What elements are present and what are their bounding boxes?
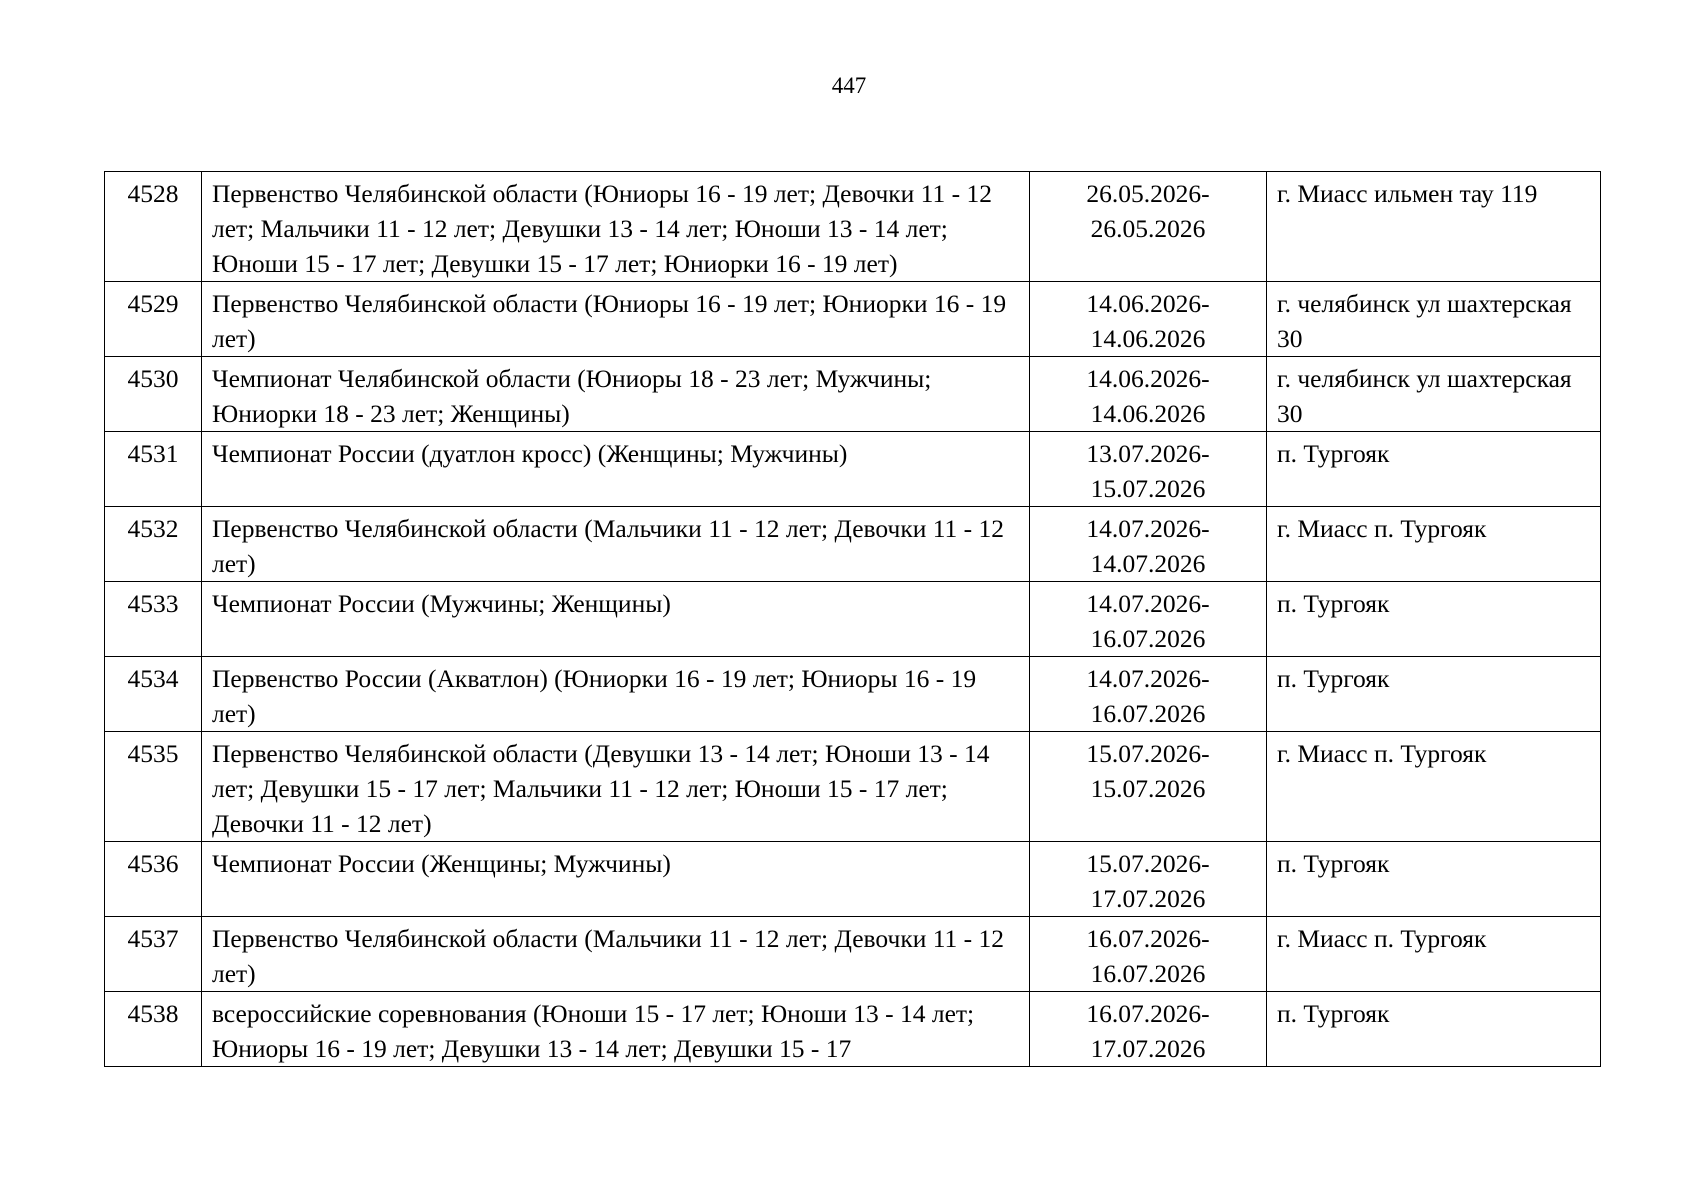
event-place: г. Миасс ильмен тау 119 bbox=[1267, 172, 1601, 282]
table-row bbox=[105, 432, 1601, 507]
event-dates bbox=[1030, 282, 1267, 357]
event-place: п. Тургояк bbox=[1267, 842, 1601, 917]
event-place: г. челябинск ул шахтерская 30 bbox=[1267, 282, 1601, 357]
table-row bbox=[105, 992, 1601, 1067]
date-start: 14.07.2026- bbox=[1086, 589, 1210, 618]
event-number: 4530 bbox=[105, 357, 202, 432]
event-number: 4535 bbox=[105, 732, 202, 842]
event-number: 4528 bbox=[105, 172, 202, 282]
event-number: 4533 bbox=[105, 582, 202, 657]
event-name: Первенство России (Акватлон) (Юниорки 16 - 19 лет; Юниоры 16 - 19 лет) bbox=[202, 657, 1030, 732]
event-dates bbox=[1030, 732, 1267, 842]
event-dates bbox=[1030, 842, 1267, 917]
table-row bbox=[105, 732, 1601, 842]
event-dates bbox=[1030, 357, 1267, 432]
event-place: г. Миасс п. Тургояк bbox=[1267, 732, 1601, 842]
event-name: Первенство Челябинской области (Юниоры 16 - 19 лет; Юниорки 16 - 19 лет) bbox=[202, 282, 1030, 357]
date-start: 15.07.2026- bbox=[1086, 849, 1210, 878]
table-row bbox=[105, 507, 1601, 582]
event-name: Чемпионат России (дуатлон кросс) (Женщины; Мужчины) bbox=[202, 432, 1030, 507]
event-place: п. Тургояк bbox=[1267, 657, 1601, 732]
event-number: 4537 bbox=[105, 917, 202, 992]
date-start: 14.07.2026- bbox=[1086, 664, 1210, 693]
event-dates bbox=[1030, 657, 1267, 732]
event-place: г. Миасс п. Тургояк bbox=[1267, 917, 1601, 992]
event-place: п. Тургояк bbox=[1267, 992, 1601, 1067]
event-name: Первенство Челябинской области (Юниоры 16 - 19 лет; Девочки 11 - 12 лет; Мальчики 11 - 12 лет; Девушки 13 - 14 лет; Юноши 13 - 14 лет; Юноши 15 - 17 лет; Девушки 15 - 17 лет; Юниорки 16 - 19 лет) bbox=[202, 172, 1030, 282]
date-end: 14.07.2026 bbox=[1090, 549, 1206, 578]
date-end: 17.07.2026 bbox=[1090, 884, 1206, 913]
date-end: 14.06.2026 bbox=[1090, 324, 1206, 353]
date-end: 16.07.2026 bbox=[1090, 959, 1206, 988]
table-row bbox=[105, 917, 1601, 992]
event-name: Чемпионат России (Женщины; Мужчины) bbox=[202, 842, 1030, 917]
page-number: 447 bbox=[831, 73, 867, 98]
event-name: Чемпионат Челябинской области (Юниоры 18 - 23 лет; Мужчины; Юниорки 18 - 23 лет; Женщины) bbox=[202, 357, 1030, 432]
date-end: 26.05.2026 bbox=[1090, 214, 1206, 243]
event-place: п. Тургояк bbox=[1267, 582, 1601, 657]
event-number: 4531 bbox=[105, 432, 202, 507]
table-row bbox=[105, 172, 1601, 282]
event-dates bbox=[1030, 582, 1267, 657]
event-number: 4538 bbox=[105, 992, 202, 1067]
table-row bbox=[105, 582, 1601, 657]
event-name: Чемпионат России (Мужчины; Женщины) bbox=[202, 582, 1030, 657]
event-number: 4536 bbox=[105, 842, 202, 917]
event-name: Первенство Челябинской области (Мальчики 11 - 12 лет; Девочки 11 - 12 лет) bbox=[202, 507, 1030, 582]
table-row bbox=[105, 282, 1601, 357]
table-row bbox=[105, 657, 1601, 732]
date-end: 15.07.2026 bbox=[1090, 474, 1206, 503]
date-start: 13.07.2026- bbox=[1086, 439, 1210, 468]
event-dates bbox=[1030, 432, 1267, 507]
date-end: 17.07.2026 bbox=[1090, 1034, 1206, 1063]
event-place: г. Миасс п. Тургояк bbox=[1267, 507, 1601, 582]
event-number: 4534 bbox=[105, 657, 202, 732]
event-number: 4529 bbox=[105, 282, 202, 357]
events-table bbox=[104, 171, 1601, 1067]
event-name: всероссийские соревнования (Юноши 15 - 17 лет; Юноши 13 - 14 лет; Юниоры 16 - 19 лет; Девушки 13 - 14 лет; Девушки 15 - 17 bbox=[202, 992, 1030, 1067]
date-end: 14.06.2026 bbox=[1090, 399, 1206, 428]
event-place: г. челябинск ул шахтерская 30 bbox=[1267, 357, 1601, 432]
event-dates bbox=[1030, 917, 1267, 992]
event-dates bbox=[1030, 507, 1267, 582]
date-start: 26.05.2026- bbox=[1086, 179, 1210, 208]
date-end: 16.07.2026 bbox=[1090, 624, 1206, 653]
event-number: 4532 bbox=[105, 507, 202, 582]
date-start: 15.07.2026- bbox=[1086, 739, 1210, 768]
event-dates bbox=[1030, 992, 1267, 1067]
date-start: 16.07.2026- bbox=[1086, 999, 1210, 1028]
table-row bbox=[105, 842, 1601, 917]
date-start: 14.07.2026- bbox=[1086, 514, 1210, 543]
event-name: Первенство Челябинской области (Девушки 13 - 14 лет; Юноши 13 - 14 лет; Девушки 15 - 17 лет; Мальчики 11 - 12 лет; Юноши 15 - 17 лет; Девочки 11 - 12 лет) bbox=[202, 732, 1030, 842]
date-start: 16.07.2026- bbox=[1086, 924, 1210, 953]
date-start: 14.06.2026- bbox=[1086, 289, 1210, 318]
date-end: 15.07.2026 bbox=[1090, 774, 1206, 803]
event-name: Первенство Челябинской области (Мальчики 11 - 12 лет; Девочки 11 - 12 лет) bbox=[202, 917, 1030, 992]
date-start: 14.06.2026- bbox=[1086, 364, 1210, 393]
table-row bbox=[105, 357, 1601, 432]
event-dates bbox=[1030, 172, 1267, 282]
event-place: п. Тургояк bbox=[1267, 432, 1601, 507]
date-end: 16.07.2026 bbox=[1090, 699, 1206, 728]
